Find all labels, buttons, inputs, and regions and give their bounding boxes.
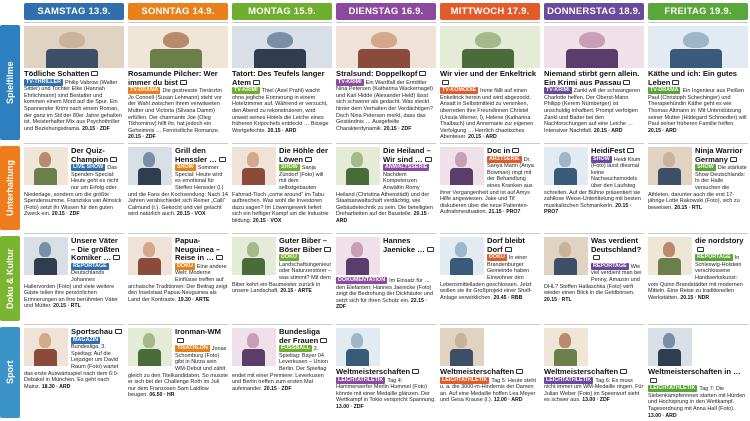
program-card[interactable] [24,233,124,324]
program-photo[interactable] [336,237,380,275]
program-title-text: Weltmeisterschaften in … [648,367,741,376]
day-header[interactable]: SAMSTAG 13.9. [24,3,124,20]
description-text: Tag 4: Hammerwerfer Merlin Hummel (Foto) könnte mit einer Medaille glänzen. Der Wettkampf in Tokio verspricht Spannung. [336,377,436,404]
category-label[interactable]: Spielfilme [0,25,20,140]
genre-tag: LEICHTATHLETIK [442,376,488,383]
program-description [128,87,228,141]
airtime-channel: 20.15 · ZDF [51,211,80,218]
airtime-channel: 20.15 · VOX [176,211,206,218]
photo-figure-head [663,242,674,256]
tv-tip-icon [442,80,449,85]
program-description [336,79,436,133]
photo-figure-head [663,333,674,347]
program-card[interactable] [440,324,540,421]
genre-tag: REPORTAGE [73,262,107,269]
program-title-text: Sportschau [71,327,113,336]
program-card[interactable] [24,22,124,143]
tv-tip-icon [516,369,523,374]
category-label[interactable]: Unterhaltung [0,146,20,230]
program-photo[interactable] [544,237,588,275]
program-description [440,87,540,141]
program-photo[interactable] [648,237,692,275]
program-photo[interactable] [232,147,276,185]
description-text: Das Spenden-Special: Heute geht es nicht nur um Erfolg oder Niederlage, sondern um die größte Spendensumme. Franziska van Almsick (Foto) setzt ihr Wissen für den guten Zweck ein. [24,165,122,218]
program-description [648,385,748,419]
program-title-text: Wir vier und der Enkeltrick [440,69,537,78]
description-text: Ein Wardfall der Ermittler Nina Petersen (Katharina Wackernagel) und Karl Hidde (Alexander Held) lässt sich schwerer als gedacht. Was steckt hinter dem Verhalten der Verdächtigen? Doch Nina Petersen merkt, dass das Geständnis … Ausgefeilte Charakterdynamik. [336,79,434,132]
genre-tag: TV-KRIMI [338,78,362,85]
tv-tip-icon [427,247,434,252]
program-photo[interactable] [128,147,172,185]
program-description [232,87,332,134]
genre-tag: LEICHTATHLETIK [650,385,696,392]
genre-tag: SHOW [281,164,298,171]
program-card[interactable] [128,324,228,421]
program-card[interactable] [336,22,436,143]
grid-corner [0,0,20,22]
description-text: Deutschlands Johannes Hallervorden (Foto) und viele weitere Gäste teilen ihre persönlichen Erinnerungen an ihre berühmten Väter und Mütter. [24,270,118,310]
description-text: Heidi Klum (Foto) lässt diesmal keine Nachwuchsmodels über den Laufsteg schreiten. Auf der Bühne präsentiert sie zahllose Weise-Untertitelung mit besten musikalischen Schmankerln. [544,156,641,209]
program-card[interactable] [648,324,748,421]
airtime-channel: 19.30 · ARTE [177,296,210,303]
program-photo[interactable] [232,328,276,366]
genre-tag: FUSSBALL [281,345,310,352]
category-label[interactable]: Sport [0,327,20,418]
tv-tip-icon [419,71,426,76]
tv-tip-icon [253,80,260,85]
airtime-channel: 20.15 · RTL [674,204,702,211]
photo-figure-head [559,152,570,166]
photo-figure-body [358,49,410,68]
photo-figure-body [34,258,57,275]
program-title[interactable] [648,70,748,87]
genre-tag: TV-DRAMA [650,87,679,94]
program-card[interactable] [648,143,748,233]
description-text: Tag 5: Heute steht u. a. die 3000-m-Hindernis der Damen an. Auf eine Medaille hoffen Lea Meyer und Gesa Krause (l.). [440,377,536,404]
photo-figure-head [39,333,50,347]
tv-tip-icon [620,369,627,374]
tv-tip-icon [650,378,657,383]
description-text: Philip Vabrow (Walter Sittler) und Tochter Elke (Hannah Ehrlichmann) sind Bestatter und kommen einem Mord auf die Spur. Ein Spannender Krimi nach einem Roman, der ganz im Stil der 80er Jahre gehalten ist. Meisterhafter Mix aus Psychothriller und Beziehungsdrama. [24,79,122,132]
program-title-text: Hannes Jaenicke … [383,236,425,254]
tv-tip-icon [627,148,634,153]
tv-tip-icon [91,71,98,76]
program-title-text: HeidiFest [591,146,626,155]
category-label[interactable]: Doku & Kultur [0,236,20,321]
genre-tag: TV-THRILLER [26,78,62,85]
tv-tip-icon [425,157,432,162]
program-title-text: Doc in [487,146,511,155]
airtime-channel: 20.15 · ARD [336,211,430,224]
program-title-text: Tödliche Schatten [24,69,90,78]
program-card[interactable] [336,143,436,233]
photo-figure-head [143,242,154,256]
airtime-channel: 20.15 · PRO7 [544,202,632,216]
program-title-text: Weltmeisterschaften [544,367,619,376]
description-text: Eine andere Welt: Moderne Einflüsse treffen auf archaische Traditionen: Der Beitrag zeigt den Inselstaat Papua-Neuguinea als Land der Kontraste. [128,263,228,303]
program-photo[interactable] [544,147,588,185]
program-photo[interactable] [544,328,588,366]
program-title-text: Guter Biber – Böser Biber [279,236,328,254]
genre-tag: TV-KRIMI [546,87,570,94]
airtime-channel: 20.15 · ARD [593,127,623,134]
program-card[interactable] [648,233,748,324]
photo-figure-head [143,152,154,166]
airtime-channel: 20.15 · VOX [252,217,282,224]
genre-tag: REPORTAGE [697,254,731,261]
photo-figure-body [34,349,57,366]
tv-tip-icon [672,80,679,85]
photo-figure-head [163,32,189,48]
airtime-channel: 20.15 · RTL [53,303,81,310]
program-card[interactable] [440,143,540,233]
day-header[interactable]: DIENSTAG 16.9. [336,3,436,20]
program-title-text: Grill den Henssler … [175,146,217,164]
program-photo[interactable] [648,26,748,68]
photo-figure-head [579,32,605,48]
program-description [24,79,124,133]
day-header[interactable]: MITTWOCH 17.9. [440,3,540,20]
photo-figure-head [39,242,50,256]
tv-tip-icon [305,157,312,162]
photo-figure-head [247,333,258,347]
tv-tip-icon [505,247,512,252]
photo-figure-body [658,349,681,366]
airtime-channel: 20.15 · ZDF [383,125,412,132]
program-card[interactable] [232,22,332,143]
airtime-channel: 13.00 · ARD [648,412,677,419]
tv-tip-icon [593,255,600,260]
genre-tag: TV-KOMÖDIE [442,87,477,94]
program-card[interactable] [544,324,644,421]
photo-figure-head [475,32,501,48]
program-card[interactable] [128,22,228,143]
program-photo[interactable] [648,328,692,366]
description-text: In Schleswig-Holstein verschlossene Handwerkskunst: vom Quinn Brandstädter mit modernen Mitteln. Eine Reise zu traditionellen Werkstätten. [648,255,743,301]
description-text: Die gestresste Tierärztin Jo Connell (Susan Lehmann) steht vor der Wahl zwischen ihrem verwitweten Mutter und Victoria (Silvana Damm) erfüllen. Der charmante Joe (Oleg Tikhomirov) hilft ihr, hat jedoch ein Geheimnis … Fernöstliche Romanze. [128,88,222,134]
genre-tag: ARZTSERIE [489,155,520,162]
tv-tip-icon [320,338,327,343]
photo-figure-body [658,168,681,185]
genre-tag: SHOW [177,164,194,171]
program-description [336,377,436,411]
photo-figure-body [346,168,369,185]
day-header[interactable]: SONNTAG 14.9. [128,3,228,20]
genre-tag: SHOW [697,164,714,171]
day-header[interactable]: FREITAG 19.9. [648,3,748,20]
tv-tip-icon [412,369,419,374]
photo-figure-body [242,168,265,185]
program-title-text: Tatort: Des Teufels langer Atem [232,69,325,87]
program-title-text: Stralsund: Doppelkopf [336,69,418,78]
day-header[interactable]: MONTAG 15.9. [232,3,332,20]
photo-figure-body [658,258,681,275]
program-card[interactable] [128,143,228,233]
airtime-channel: 20.15 · NDR [680,294,710,301]
photo-figure-body [34,168,57,185]
photo-figure-body [346,258,369,275]
program-photo[interactable] [24,328,68,366]
photo-figure-body [138,168,161,185]
genre-tag: DOKU [281,254,297,261]
program-description [544,377,644,404]
photo-figure-body [242,349,265,366]
genre-tag: LIVE SHOW [73,164,104,171]
program-title-text: Rosamunde Pilcher: Wer immer du bist [128,69,218,87]
description-text: Im Einsatz für … den Elefanten: Hannes Jaenicke (Foto) zeigt die Bedrohung der Dickhäuter und setzt sich für ihren Schutz ein. [336,278,433,304]
tv-tip-icon [113,255,120,260]
photo-figure-head [247,242,258,256]
program-photo[interactable] [336,26,436,68]
program-title-text: Dorf bleibt Dorf [487,236,525,254]
tv-tip-icon [177,338,184,343]
tv-tip-icon [115,329,122,334]
photo-figure-body [450,168,473,185]
description-text: Ein Ingenieur aus Peißen Paul (Christoph Schechinger) und Therapiehündin Käthe geht es wie Thomas Altmann in: Mit Unterstützung seiner Mutter (Hildegard Schroedter) will Paul seiner früheren Familie helfen. [648,88,747,128]
airtime-channel: 13.00 · ZDF [336,403,364,410]
tv-tip-icon [730,157,737,162]
genre-tag: SHOW [593,155,610,162]
description-text: Bundesliga, 3. Spieltag: Auf die Leipziger um David Raum (Foto) wartet das erste Auswärtsspiel nach dem 6:0-Debakel in München. Es geht nach Mainz. [24,344,119,390]
airtime-channel: 20.15 · ARD [267,127,297,134]
program-title[interactable] [544,70,644,87]
program-photo[interactable] [336,147,380,185]
program-title-text: Weltmeisterschaften [440,367,515,376]
program-photo[interactable] [336,328,380,366]
description-text: Die stärkste Show Deutschlands: In der Halle versuchen die Athleten, darunter auch die erst 17-jährige Lotte Rakowski (Foto), sich zu beweisen. [648,165,747,211]
tv-tip-icon [512,148,519,153]
program-photo[interactable] [440,237,484,275]
program-description [544,87,644,134]
photo-figure-body [554,349,577,366]
program-title-text: Papua-Neuguinea – Reise in … [175,236,221,263]
tv-tip-icon [697,247,704,252]
photo-figure-body [554,168,577,185]
photo-figure-head [663,152,674,166]
program-photo[interactable] [440,26,540,68]
program-photo[interactable] [24,26,124,68]
description-text: Sommer Special: Heute wird es emotional für Steffen Henssler (l.) und die Fans der Kochsendung: Nach 14 Jahren verabschiedet sich Reiner „Calli“ Calmund (r.). Gekocht und viel gelacht wird natürlich auch. [128,165,228,218]
photo-figure-head [143,333,154,347]
program-title-text: Ironman-WM [175,327,221,336]
program-card[interactable] [544,143,644,233]
photo-figure-head [455,152,466,166]
airtime-channel: 20.15 · ZDF [263,385,292,392]
description-text: Thiel (Axel Prahl) wacht ohne jegliche Erinnerung in einem Hotelzimmer auf. Während er versucht, den Abend zu rekonstruieren, wird unweit seines Hotels die Leiche eines früheren Kripochefs entdeckt … Bissige Wortgefechte. [232,88,329,134]
tv-tip-icon [216,255,223,260]
tv-tip-icon [324,247,331,252]
airtime-channel: 21.15 · PRO7 [488,209,521,216]
program-photo[interactable] [648,147,692,185]
photo-figure-head [351,152,362,166]
genre-tag: MAGAZIN [73,336,99,343]
airtime-channel: 06.50 · HR [149,392,175,399]
airtime-channel: 13.00 · ZDF [582,397,610,404]
program-photo[interactable] [24,237,68,275]
photo-figure-body [46,49,98,68]
photo-figure-body [138,258,161,275]
description-text: Wie viel verdient man bei Penny, Amazon und DHL? Steffen Hallaschka (Foto) wirft wieder einen Blick in die Geldbörsen. [544,263,642,297]
airtime-channel: 20.15 · ZDF [128,134,156,141]
program-description [648,87,748,134]
photo-figure-head [683,32,709,48]
program-card[interactable] [336,324,436,421]
program-title-text: Bundesliga der Frauen [279,327,320,345]
program-photo[interactable] [128,26,228,68]
genre-tag: DOKU [489,254,505,261]
program-card[interactable] [648,22,748,143]
airtime-channel: 20.15 · ARD [468,134,497,141]
program-card[interactable] [544,233,644,324]
photo-figure-body [450,349,473,366]
photo-figure-head [371,32,397,48]
program-title-text: Weltmeisterschaften [336,367,411,376]
program-title[interactable] [232,70,332,87]
photo-figure-head [559,333,570,347]
photo-figure-head [455,333,466,347]
program-title-text: Niemand stirbt gern allein. Ein Krimi aus Passau [544,69,640,87]
program-title-text: Ninja Warrior Germany [695,146,743,164]
description-text: Zankl will der schwangeren Charlotte helfen. Der Oberst-Mann Philipp (Kerem Nürnberger) ist unschuldig inhaftiert. Prompt verfolgen Zankl und Bader bei den Nachforschungen auf eine Leiche … Intensiver Nachtfall. [544,88,641,134]
tv-tip-icon [219,157,226,162]
photo-figure-head [455,242,466,256]
program-title-text: Unsere Väter – Die größten Komiker … [71,236,120,263]
airtime-channel: 20.15 · ARD [648,127,677,134]
tv-tip-icon [110,157,117,162]
genre-tag: REPORTAGE [593,262,627,269]
program-photo[interactable] [232,26,332,68]
program-photo[interactable] [24,147,68,185]
genre-tag: LEICHTATHLETIK [546,376,592,383]
program-title-text: die nordstory [695,236,744,245]
photo-figure-body [670,49,722,68]
program-photo[interactable] [128,237,172,275]
genre-tag: DOKU [177,262,193,269]
description-text: Nachdem Kompetenzen Anwältin Romy Heiland (Christina Athenstädt) und der Staatsanwaltschaft verdächtig, wie Gebäudetechnik zu sein. Die beteiligten Dreharbeiten auf der Baustelle. [336,171,433,218]
airtime-channel: 20.15 · ARTE [280,288,312,295]
description-text: Irene fällt auf einen Enkeltrick herein und wird abgezockt. Ansatt in Selbstmitleid zu versinken, überreden ihre Freundinnen Christel (Ursula Werner, l), Helene (Katharina Thalbach) und Annemarie zur eigenen Verfolgung … Herrlich chaotisches Abenteuer. [440,88,534,141]
description-text: Sanja Zündorf (Foto) will mit dem selbstgebauten Fahrrad-Tisch „come around“ im Tabu aufbrechen. Was wohl die Investoren dazu sagen? Im Löwengewerk liefert sich ein heftiger Kampf um die Industrie bildung. [232,165,329,224]
tv-tip-icon [180,80,187,85]
tv-tip-icon [623,80,630,85]
program-card[interactable] [128,233,228,324]
description-text: Landschaftsingenieur oder Naturzerstörer – was stimmt? Mit dem Biber kehrt ein Baumeister zurück in unsere Landschaft. [232,261,332,295]
genre-tag: ANWALTSSERIE [385,164,428,171]
genre-tag: TV-KRIMI [234,87,258,94]
photo-figure-body [346,349,369,366]
photo-figure-head [39,152,50,166]
airtime-channel: 18.30 · ARD [41,383,71,390]
program-card[interactable] [440,233,540,324]
program-card[interactable] [232,233,332,324]
program-title-text: Käthe und ich: Ein gutes Leben [648,69,738,87]
description-text: In einer Brandenburger Gemeinde haben Einwohner den Lebensmittelladen geschlossen. Jetzt wollen sie ihr Großprojekt einer Shelf-Anlage verwirklichen. [440,255,533,301]
program-card[interactable] [440,22,540,143]
photo-figure-body [462,49,514,68]
program-photo[interactable] [128,328,172,366]
program-photo[interactable] [440,328,484,366]
description-text: Tag 6: Es muss nicht immer um WM-Medaille ringen. Für Julian Weber (Foto) im Speerwurf sieht es schwer aus. [544,377,644,404]
program-card[interactable] [24,324,124,421]
photo-figure-body [150,49,202,68]
description-text: Jonas Schomburg (Foto) gibt in Nizza sein WM-Debüt und zählt gleich zu den Titelkandidaten. So musste er sich bei der Challenge Roth im Juli nur dem Franzosen Sam Laidlow beugen. [128,346,228,399]
program-photo[interactable] [232,237,276,275]
genre-tag: TRIATHLON [177,345,208,352]
program-description [440,377,540,404]
program-card[interactable] [232,143,332,233]
airtime-channel: 20.15 · ZDF [82,125,110,132]
description-text: Tag 7: Die Siebenkämpferinnen starten mit Hürden und Hochsprung in den Wettkampf. Tagesordnung mit Anna Hall (Foto). [648,386,746,412]
photo-figure-body [450,258,473,275]
photo-figure-head [59,32,85,48]
airtime-channel: 12.00 · ARD [493,397,523,404]
program-title-text: Der Quiz-Champion [71,146,109,164]
program-photo[interactable] [544,26,644,68]
program-title[interactable] [24,70,124,79]
program-title-text: Was verdient Deutschland? [591,236,642,254]
program-photo[interactable] [440,147,484,185]
genre-tag: TV-DRAMA [130,87,159,94]
photo-figure-body [138,349,161,366]
description-text: Dr. Sanya Mann (Anya Bowman) ringt mit der Behandlung eines Kranken aus ihrer Vergangenheit und ist auf Amys Hilfe angewiesen. Jake und Tif diskutieren über die neue Patienten-Aufnahmesituation. [440,156,534,216]
photo-figure-body [554,258,577,275]
program-title-text: Die Höhle der Löwen [279,146,328,164]
photo-figure-body [566,49,618,68]
program-title[interactable] [128,70,228,87]
program-title-text: Die Heiland – Wir sind … [383,146,431,164]
airtime-channel: 22.15 · ZDF [336,297,428,311]
photo-figure-head [247,152,258,166]
program-title[interactable] [440,70,540,87]
program-card[interactable] [336,233,436,324]
program-title[interactable] [336,70,436,79]
genre-tag: DOKUMENTATION [338,277,386,283]
program-card[interactable] [232,324,332,421]
program-card[interactable] [24,143,124,233]
photo-figure-head [267,32,293,48]
description-text: 2. Spieltag: Bayer 04 Leverkusen – Union Berlin. Der Spieltag endet mit einer Premiere: Leverkusen und Berlin treffen zum ersten Mal aufeinander. [232,346,328,392]
photo-figure-head [559,242,570,256]
photo-figure-head [351,333,362,347]
photo-figure-body [254,49,306,68]
airtime-channel: 20.15 · RTL [544,296,572,303]
genre-tag: LEICHTATHLETIK [338,376,384,383]
day-header[interactable]: DONNERSTAG 18.9. [544,3,644,20]
program-card[interactable] [544,22,644,143]
photo-figure-head [351,242,362,256]
photo-figure-body [242,258,265,275]
airtime-channel: 20.45 · RBB [493,294,523,301]
